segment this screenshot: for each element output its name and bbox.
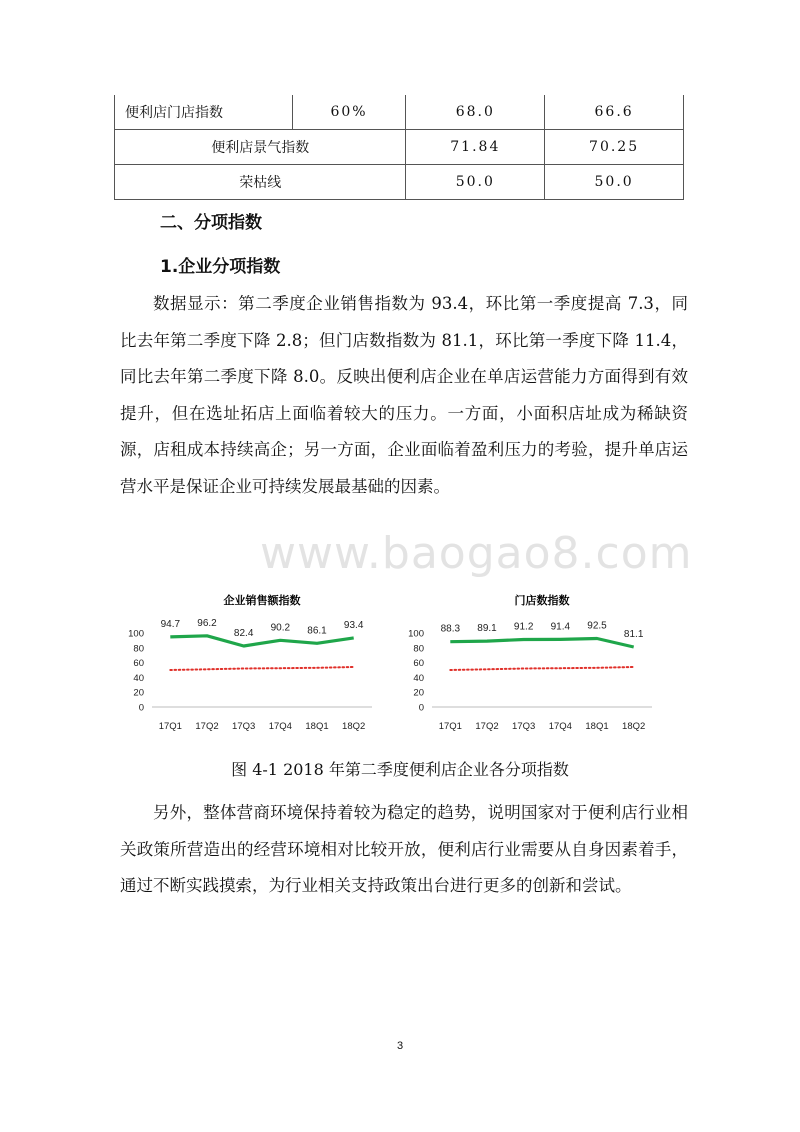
x-tick-label: 18Q2 bbox=[622, 721, 646, 732]
y-tick-label: 20 bbox=[413, 687, 424, 699]
table-row bbox=[115, 165, 684, 200]
page-number: 3 bbox=[396, 1040, 404, 1052]
data-label: 82.4 bbox=[233, 628, 254, 640]
section-title: 二、分项指数 bbox=[160, 213, 262, 233]
data-label: 96.2 bbox=[197, 617, 217, 629]
threshold-series-line bbox=[170, 667, 353, 670]
sales-index-chart bbox=[120, 590, 390, 740]
row-q1: 68.0 bbox=[406, 95, 545, 130]
paragraph-1: 数据显示：第二季度企业销售指数为 93.4，环比第一季度提高 7.3，同比去年第二季度下降 2.8；但门店数指数为 81.1，环比第一季度下降 11.4，同比去年第二季度下降 8.0。反映出便利店企业在单店运营能力方面得到有效提升，但在选址拓店上面临着较大的压力。一方面，小面积店址成为稀缺资源，店租成本持续高企；另一方面，企业面临着盈利压力的考验，提升单店运营水平是保证企业可持续发展最基础的因素。 bbox=[120, 294, 688, 496]
row-q2: 50.0 bbox=[545, 165, 684, 200]
row-weight: 60% bbox=[292, 95, 406, 130]
index-table bbox=[114, 95, 684, 200]
y-tick-label: 80 bbox=[413, 643, 424, 655]
x-tick-label: 17Q2 bbox=[475, 721, 499, 732]
x-tick-label: 17Q4 bbox=[548, 721, 572, 732]
y-tick-label: 60 bbox=[133, 658, 144, 670]
x-tick-label: 17Q4 bbox=[268, 721, 292, 732]
paragraph-2: 另外，整体营商环境保持着较为稳定的趋势，说明国家对于便利店行业相关政策所营造出的经营环境相对比较开放，便利店行业需要从自身因素着手，通过不断实践摸索，为行业相关支持政策出台进行更多的创新和尝试。 bbox=[120, 803, 688, 895]
x-tick-label: 18Q1 bbox=[305, 721, 329, 732]
x-tick-label: 17Q2 bbox=[195, 721, 219, 732]
figure-caption: 图 4-1 2018 年第二季度便利店企业各分项指数 bbox=[231, 760, 569, 779]
chart-title: 门店数指数 bbox=[514, 595, 570, 607]
row-name: 荣枯线 bbox=[115, 165, 406, 200]
y-tick-label: 100 bbox=[408, 628, 424, 640]
table-row bbox=[115, 95, 684, 130]
data-label: 81.1 bbox=[623, 628, 644, 640]
subsection-title: 1.企业分项指数 bbox=[160, 257, 281, 277]
watermark: www.baogao8.com bbox=[260, 528, 693, 579]
threshold-series-line bbox=[450, 667, 633, 670]
y-tick-label: 40 bbox=[413, 672, 424, 684]
data-label: 86.1 bbox=[307, 625, 327, 637]
chart-title: 企业销售额指数 bbox=[223, 595, 301, 607]
x-tick-label: 17Q1 bbox=[438, 721, 462, 732]
row-name: 便利店门店指数 bbox=[115, 95, 293, 130]
x-tick-label: 17Q1 bbox=[158, 721, 182, 732]
data-label: 91.4 bbox=[550, 621, 571, 633]
data-label: 88.3 bbox=[440, 623, 461, 635]
y-tick-label: 0 bbox=[138, 702, 144, 714]
row-q1: 71.84 bbox=[406, 130, 545, 165]
row-q1: 50.0 bbox=[406, 165, 545, 200]
y-tick-label: 20 bbox=[133, 687, 144, 699]
x-tick-label: 18Q1 bbox=[585, 721, 609, 732]
data-label: 93.4 bbox=[343, 619, 364, 631]
row-q2: 66.6 bbox=[545, 95, 684, 130]
store-index-chart bbox=[400, 590, 670, 740]
x-tick-label: 17Q3 bbox=[512, 721, 536, 732]
y-tick-label: 0 bbox=[418, 702, 424, 714]
data-label: 94.7 bbox=[160, 618, 181, 630]
y-tick-label: 100 bbox=[128, 628, 144, 640]
index-series-line bbox=[170, 636, 353, 646]
row-q2: 70.25 bbox=[545, 130, 684, 165]
data-label: 92.5 bbox=[587, 620, 607, 632]
data-label: 89.1 bbox=[477, 623, 497, 635]
index-series-line bbox=[450, 639, 633, 648]
data-label: 90.2 bbox=[270, 622, 291, 634]
y-tick-label: 40 bbox=[133, 672, 144, 684]
row-name: 便利店景气指数 bbox=[115, 130, 406, 165]
y-tick-label: 80 bbox=[133, 643, 144, 655]
table-row bbox=[115, 130, 684, 165]
x-tick-label: 18Q2 bbox=[342, 721, 366, 732]
x-tick-label: 17Q3 bbox=[232, 721, 256, 732]
data-label: 91.2 bbox=[513, 621, 534, 633]
y-tick-label: 60 bbox=[413, 658, 424, 670]
